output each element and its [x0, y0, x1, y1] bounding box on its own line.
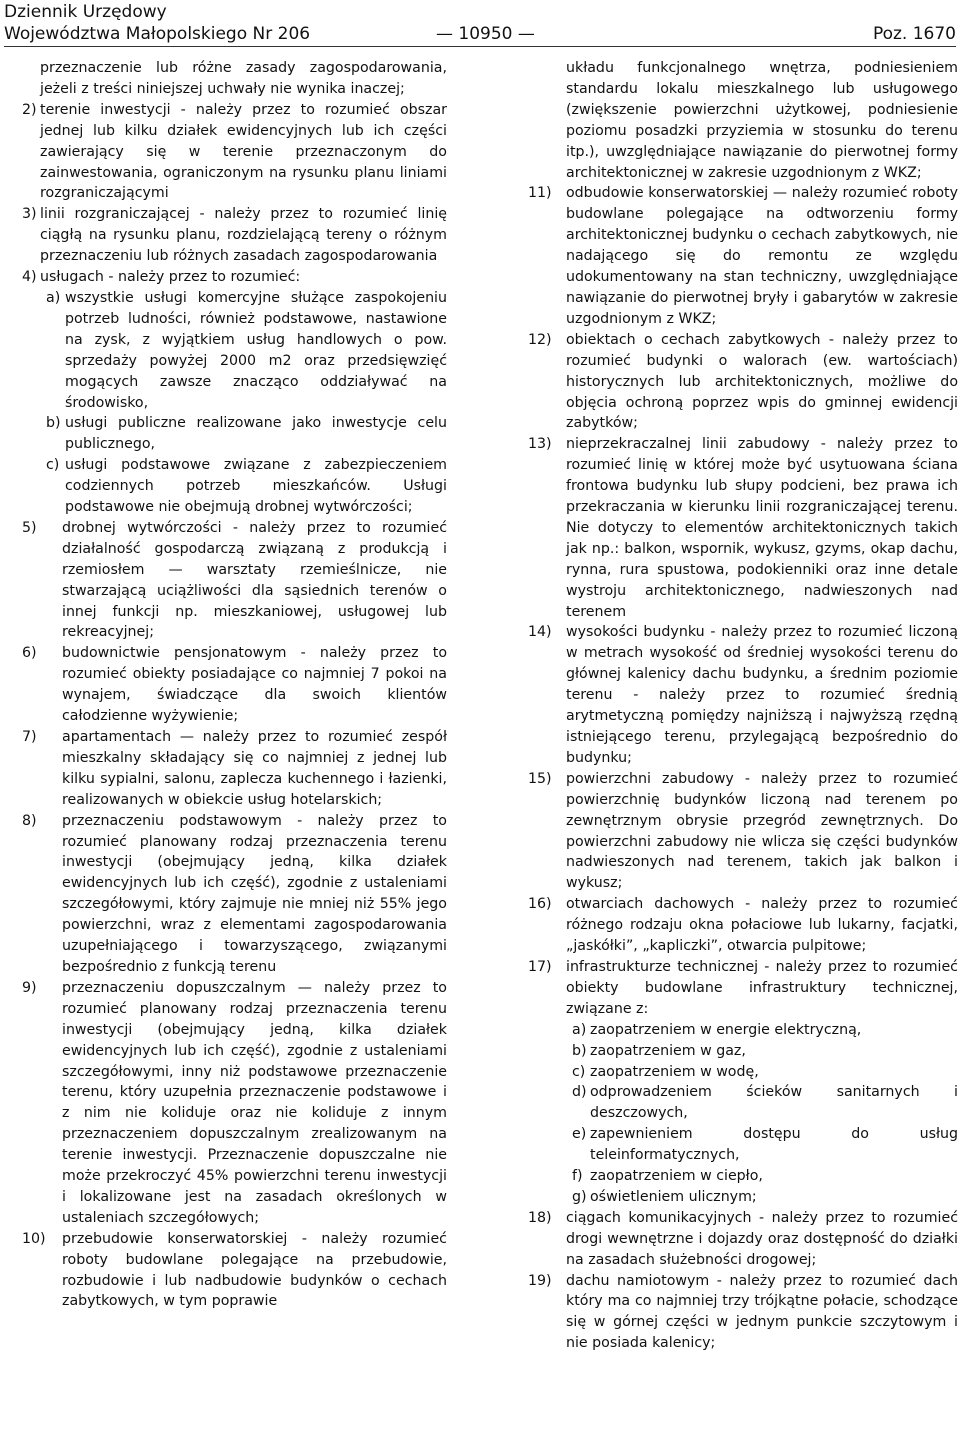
- item-text: przeznaczeniu podstawowym - należy przez to rozumieć planowany rodzaj przeznaczenia terenu inwestycji (obejmujący jedną, kilka działek ewidencyjnych lub ich część), zgodnie z ustaleniami szczegółowymi, który zajmuje nie mniej niż 55% jego powierzchni, wraz z elementami zagospodarowania uzupełniającego i towarzyszącego, związanymi bezpośrednio z funkcją terenu: [62, 812, 447, 975]
- subitem-letter: g): [572, 1188, 587, 1205]
- journal-title: Dziennik Urzędowy: [4, 2, 167, 22]
- item-text: odbudowie konserwatorskiej — należy rozumieć roboty budowlane polegające na odtworzeniu formy architektonicznej budynku o cechach zabytkowych, nie nadającego się do remontu ze względu udokumentowany na stan techniczny, uwzględniające nawiązanie do pierwotnej bryły i gabarytów w zakresie uzgodnionym z WKZ;: [566, 185, 958, 327]
- definition-item: [528, 434, 958, 622]
- subitem-text: wszystkie usługi komercyjne służące zaspokojeniu potrzeb ludności, również podstawowe, nastawione na zysk, z wyjątkiem usług handlowych o pow. sprzedaży powyżej 2000 m2 oraz przedsięwzięć mogących zawsze znacząco oddziaływać na środowisko,: [65, 289, 447, 411]
- definition-item: [528, 769, 958, 894]
- item-number: 8): [22, 812, 37, 829]
- infrastructure-subitem: [572, 1124, 958, 1166]
- subitem-text: odprowadzeniem ścieków sanitarnych i deszczowych,: [590, 1084, 958, 1122]
- item-number: 11): [528, 185, 552, 202]
- definition-item: [528, 894, 958, 957]
- item-text: budownictwie pensjonatowym - należy przez to rozumieć obiekty posiadające co najmniej 7 pokoi na wynajem, świadczące dla swoich klientów całodzienne wyżywienie;: [62, 645, 447, 725]
- item-number: 15): [528, 770, 552, 787]
- definition-item: [528, 1271, 958, 1355]
- item-number: 3): [22, 206, 37, 223]
- definition-item: [22, 811, 447, 978]
- definition-item: [22, 100, 447, 205]
- item-text: dachu namiotowym - należy przez to rozumieć dach który ma co najmniej trzy trójkątne połacie, schodzące się w górnej części w jednym punkcie szczytowym i nie posiada kalenicy;: [566, 1272, 958, 1352]
- definition-item: [22, 727, 447, 811]
- journal-subtitle: Województwa Małopolskiego Nr 206: [4, 24, 311, 44]
- item-number: 19): [528, 1272, 552, 1289]
- left-column: [22, 58, 447, 1312]
- subitem-letter: d): [572, 1084, 587, 1101]
- definition-item: [528, 622, 958, 768]
- item-number: 2): [22, 101, 37, 118]
- item-text: apartamentach — należy przez to rozumieć zespół mieszkalny składający się co najmniej z jednej lub kilku sypialni, salonu, zaplecza kuchennego i łazienki, realizowanych w obiekcie usług hotelarskich;: [62, 729, 447, 808]
- item-number: 6): [22, 645, 37, 662]
- left-intro-paragraph: przeznaczenie lub różne zasady zagospodarowania, jeżeli z treści niniejszej uchwały nie wynika inaczej;: [40, 60, 447, 97]
- item-text: linii rozgraniczającej - należy przez to rozumieć linię ciągłą na rysunku planu, rozdzielającą tereny o różnym przeznaczeniu lub różnych zasadach zagospodarowania: [40, 206, 447, 265]
- subitem-text: zaopatrzeniem w gaz,: [590, 1042, 746, 1059]
- item-text: drobnej wytwórczości - należy przez to rozumieć działalność gospodarczą związaną z produkcją i rzemiosłem — warsztaty rzemieślnicze, nie stwarzającą uciążliwości dla sąsiednich terenów o innej funkcji np. mieszkaniowej, usługowej lub rekreacyjnej;: [62, 519, 447, 641]
- item-number: 4): [22, 269, 37, 286]
- header-divider: [4, 46, 956, 47]
- infrastructure-subitem: [572, 1082, 958, 1124]
- item-text: ciągach komunikacyjnych - należy przez to rozumieć drogi wewnętrzne i dojazdy oraz dostępność do działki na zasadach służebności drogowej;: [566, 1209, 958, 1268]
- page-header: [4, 0, 956, 48]
- item-text: terenie inwestycji - należy przez to rozumieć obszar jednej lub kilku działek ewidencyjnych lub ich części zawierający się w terenie przeznaczonym do zainwestowania, ograniczonym na rysunku planu liniami rozgraniczającymi: [40, 101, 447, 202]
- infrastructure-subitem: [572, 1041, 958, 1062]
- item-text: otwarciach dachowych - należy przez to rozumieć różnego rodzaju okna połaciowe lub lukarny, facjatki, „jaskółki”, „kapliczki”, otwarcia pulpitowe;: [566, 896, 958, 955]
- item-number: 16): [528, 896, 552, 913]
- definition-item: [22, 643, 447, 727]
- document-number: — 10950 —: [436, 24, 535, 44]
- subitem-text: zapewnieniem dostępu do usług teleinformatycznych,: [590, 1126, 958, 1164]
- item-number: 12): [528, 331, 552, 348]
- definition-item: [22, 1229, 447, 1313]
- definition-item: [22, 204, 447, 267]
- item-number: 10): [22, 1230, 46, 1247]
- infrastructure-subitem: [572, 1020, 958, 1041]
- item-number: 5): [22, 519, 37, 536]
- subitem-text: zaopatrzeniem w ciepło,: [590, 1168, 763, 1185]
- right-intro-paragraph: układu funkcjonalnego wnętrza, podniesieniem standardu lokalu mieszkalnego lub usługowego (zwiększenie powierzchni użytkowej, podniesienie poziomu posadzki przyziemia w stosunku do terenu itp.), uwzględniające nawiązanie do pierwotnej formy architektonicznej w zakresie uzgodnionym z WKZ;: [566, 60, 958, 181]
- subitem-letter: b): [572, 1042, 587, 1059]
- infrastructure-subitem: [572, 1166, 958, 1187]
- infrastructure-subitem: [572, 1187, 958, 1208]
- item-text: przebudowie konserwatorskiej - należy rozumieć roboty budowlane polegające na przebudowie, rozbudowie i lub nadbudowie budynków o cechach zabytkowych, w tym poprawie: [62, 1230, 447, 1310]
- definition-item: [528, 330, 958, 435]
- services-subitem: [46, 288, 447, 413]
- item-text: nieprzekraczalnej linii zabudowy - należy przez to rozumieć linię w której może być usytuowana ściana frontowa budynku lub słupy podcieni, bez prawa ich przekraczania w kierunku linii rozgraniczającej terenu. Nie dotyczy to elementów architektonicznych takich jak np.: balkon, wspornik, wykusz, gzyms, okap dachu, rynna, rura spustowa, podokienniki oraz inne detale wystroju architektonicznego, nadwieszonych nad terenem: [566, 436, 958, 620]
- subitem-text: usługi podstawowe związane z zabezpieczeniem codziennych potrzeb mieszkańców. Usługi podstawowe nie obejmują drobnej wytwórczości;: [65, 457, 447, 516]
- item-text: wysokości budynku - należy przez to rozumieć liczoną w metrach wysokość od średniej wysokości terenu do głównej kalenicy dachu budynku, a średnim poziomie terenu - należy przez to rozumieć średnią arytmetyczną pomiędzy najniższą i najwyższą rzędną istniejącego terenu, przylegającą bezpośrednio do budynku;: [566, 624, 958, 766]
- definition-item: [528, 183, 958, 329]
- subitem-letter: b): [46, 415, 61, 432]
- services-subitem: [46, 413, 447, 455]
- subitem-letter: c): [46, 457, 60, 474]
- definition-item: [528, 1208, 958, 1271]
- definition-item: [22, 267, 447, 288]
- item-text: infrastrukturze technicznej - należy przez to rozumieć obiekty budowlane infrastruktury technicznej, związane z:: [566, 958, 958, 1017]
- subitem-text: zaopatrzeniem w wodę,: [590, 1063, 759, 1080]
- item-text: powierzchni zabudowy - należy przez to rozumieć powierzchnię budynków liczoną nad terenem po zewnętrznym obrysie przegród zewnętrznych. Do powierzchni zabudowy nie wlicza się części budynków nadwieszonych nad terenem, takich jak balkon i wykusz;: [566, 770, 958, 892]
- item-text: przeznaczeniu dopuszczalnym — należy przez to rozumieć planowany rodzaj przeznaczenia terenu inwestycji (obejmujący jedną, kilka działek ewidencyjnych lub ich część), zgodnie z ustaleniami szczegółowymi, inny niż podstawowe przeznaczenie terenu, który uzupełnia przeznaczenie podstawowe i z nim nie koliduje oraz nie koliduje z innym przeznaczeniem dopuszczalnym zrealizowanym na terenie inwestycji. Przeznaczenie dopuszczalne nie może przekroczyć 45% powierzchni terenu inwestycji i lokalizowane jest na zasadach określonych w ustaleniach szczegółowych;: [62, 979, 447, 1226]
- subitem-text: oświetleniem ulicznym;: [590, 1188, 757, 1205]
- right-column: [528, 58, 958, 1354]
- subitem-letter: c): [572, 1063, 586, 1080]
- subitem-letter: a): [572, 1021, 587, 1038]
- position-number: Poz. 1670: [872, 24, 956, 44]
- definition-item: [22, 518, 447, 643]
- item-number: 7): [22, 729, 37, 745]
- subitem-text: usługi publiczne realizowane jako inwestycje celu publicznego,: [65, 415, 447, 453]
- item-number: 18): [528, 1209, 552, 1226]
- services-subitem: [46, 455, 447, 518]
- item-number: 13): [528, 436, 552, 453]
- subitem-letter: f): [572, 1168, 583, 1185]
- item-number: 14): [528, 624, 552, 641]
- infrastructure-subitem: [572, 1062, 958, 1083]
- subitem-letter: a): [46, 289, 61, 306]
- item-number: 9): [22, 979, 37, 996]
- subitem-letter: e): [572, 1126, 587, 1143]
- item-text: obiektach o cechach zabytkowych - należy przez to rozumieć budynki o walorach (ew. wartościach) historycznych lub architektonicznych, możliwe do objęcia ochroną poprzez wpis do gminnej ewidencji zabytków;: [566, 331, 958, 432]
- definition-item: [528, 957, 958, 1020]
- item-number: 17): [528, 958, 552, 975]
- definition-item: [22, 978, 447, 1229]
- item-text: usługach - należy przez to rozumieć:: [40, 269, 301, 286]
- subitem-text: zaopatrzeniem w energie elektryczną,: [590, 1021, 862, 1038]
